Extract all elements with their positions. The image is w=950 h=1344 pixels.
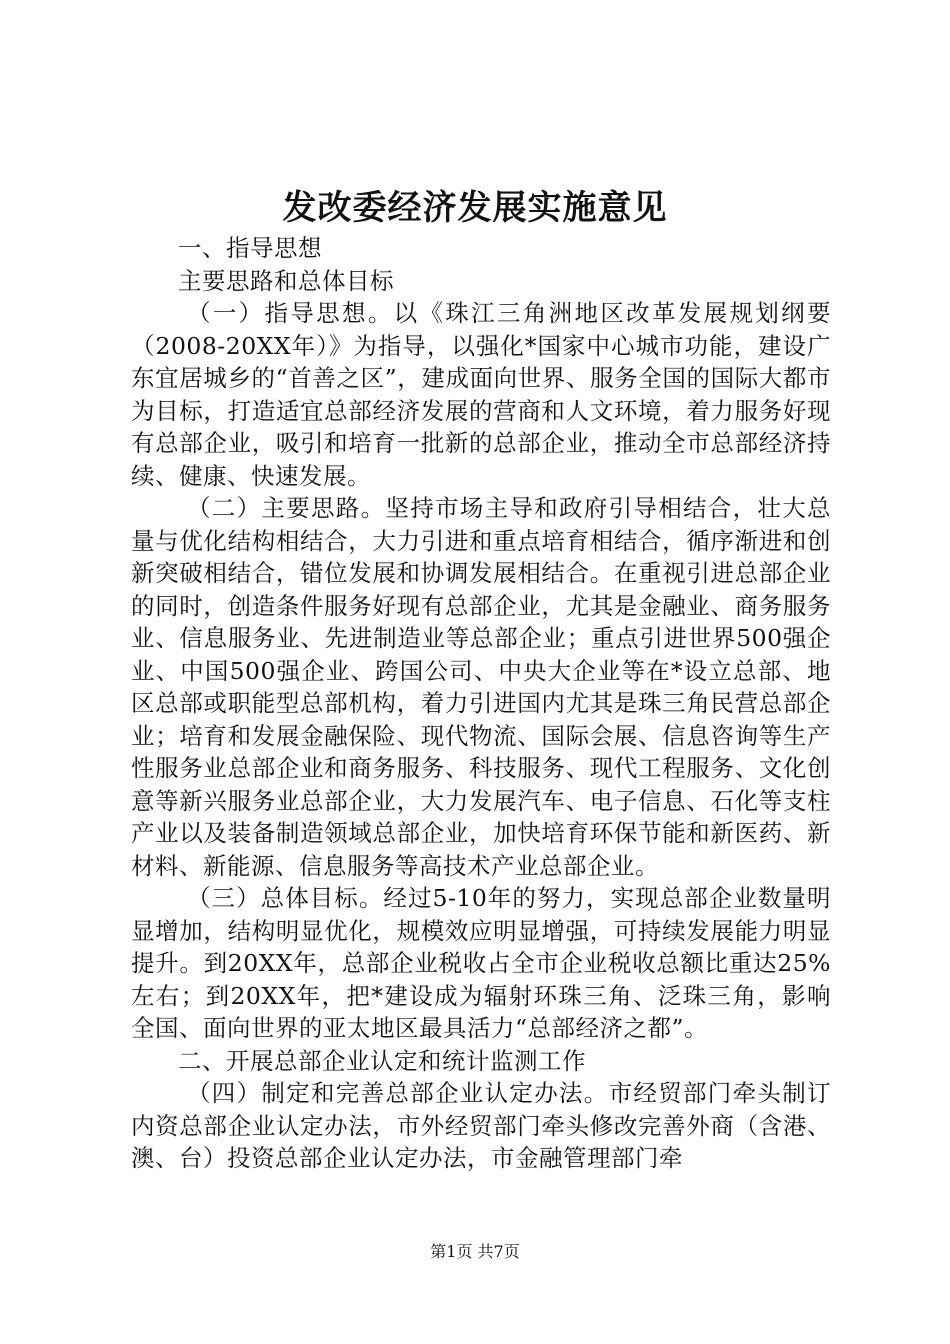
section-subheading: 主要思路和总体目标 (178, 266, 394, 295)
document-body (131, 232, 831, 1175)
paragraph-recognition-method: （四）制定和完善总部企业认定办法。市经贸部门牵头制订内资总部企业认定办法，市外经贸部门牵头修改完善外商（含港、澳、台）投资总部企业认定办法，市金融管理部门牵 (131, 1079, 831, 1172)
paragraph-main-approach: （二）主要思路。坚持市场主导和政府引导相结合，壮大总量与优化结构相结合，大力引进和重点培育相结合，循序渐进和创新突破相结合，错位发展和协调发展相结合。在重视引进总部企业的同时，创造条件服务好现有总部企业，尤其是金融业、商务服务业、信息服务业、先进制造业等总部企业；重点引进世界500强企业、中国500强企业、跨国公司、中央大企业等在*设立总部、地区总部或职能型总部机构，着力引进国内尤其是珠三角民营总部企业；培育和发展金融保险、现代物流、国际会展、信息咨询等生产性服务业总部企业和商务服务、科技服务、现代工程服务、文化创意等新兴服务业总部企业，大力发展汽车、电子信息、石化等支柱产业以及装备制造领域总部企业，加快培育环保节能和新医药、新材料、新能源、信息服务等高技术产业总部企业。 (131, 494, 831, 880)
section-heading: 一、指导思想 (178, 234, 322, 262)
section-heading: 二、开展总部企业认定和统计监测工作 (178, 1046, 586, 1075)
page-number-footer: 第1页 共7页 (430, 1242, 520, 1261)
document-title: 发改委经济发展实施意见 (282, 188, 668, 228)
paragraph-guiding-thought: （一）指导思想。以《珠江三角洲地区改革发展规划纲要（2008-20XX年）》为指导，以强化*国家中心城市功能，建设广东宜居城乡的“首善之区”，建成面向世界、服务全国的国际大都市为目标，打造适宜总部经济发展的营商和人文环境，着力服务好现有总部企业，吸引和培育一批新的总部企业，推动全市总部经济持续、健康、快速发展。 (131, 299, 831, 490)
paragraph-overall-goal: （三）总体目标。经过5-10年的努力，实现总部企业数量明显增加，结构明显优化，规模效应明显增强，可持续发展能力明显提升。到20XX年，总部企业税收占全市企业税收总额比重达25%左右；到20XX年，把*建设成为辐射环珠三角、泛珠三角，影响全国、面向世界的亚太地区最具活力“总部经济之都”。 (131, 884, 831, 1042)
